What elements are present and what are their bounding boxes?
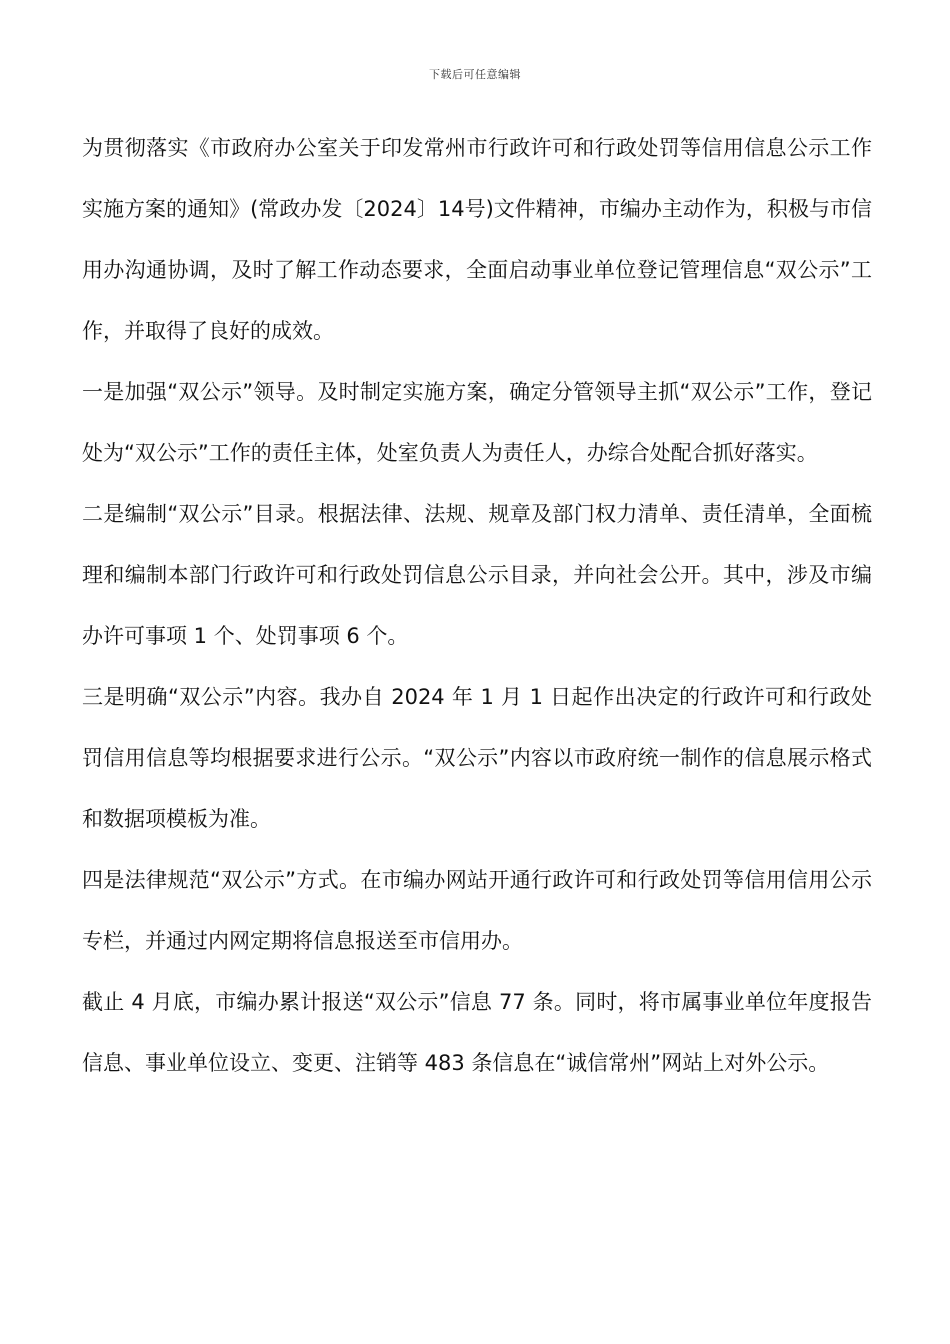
paragraph-content: 三是明确“双公示”内容。我办自 2024 年 1 月 1 日起作出决定的行政许可和行政处罚信用信息等均根据要求进行公示。“双公示”内容以市政府统一制作的信息展示格式和数据项模板为准。: [82, 685, 872, 831]
paragraph-summary: 截止 4 月底，市编办累计报送“双公示”信息 77 条。同时，将市属事业单位年度报告信息、事业单位设立、变更、注销等 483 条信息在“诚信常州”网站上对外公示。: [82, 990, 872, 1075]
document-body: [82, 118, 872, 1094]
paragraph-leadership: 一是加强“双公示”领导。及时制定实施方案，确定分管领导主抓“双公示”工作，登记处为“双公示”工作的责任主体，处室负责人为责任人，办综合处配合抓好落实。: [82, 380, 872, 465]
header-note: 下载后可任意编辑: [429, 68, 521, 81]
paragraph-method: 四是法律规范“双公示”方式。在市编办网站开通行政许可和行政处罚等信用信用公示专栏，并通过内网定期将信息报送至市信用办。: [82, 868, 872, 953]
paragraph-catalog: 二是编制“双公示”目录。根据法律、法规、规章及部门权力清单、责任清单，全面梳理和编制本部门行政许可和行政处罚信息公示目录，并向社会公开。其中，涉及市编办许可事项 1 个、处罚事项 6 个。: [82, 502, 872, 648]
paragraph-intro: 为贯彻落实《市政府办公室关于印发常州市行政许可和行政处罚等信用信息公示工作实施方案的通知》(常政办发〔2024〕14号)文件精神，市编办主动作为，积极与市信用办沟通协调，及时了解工作动态要求，全面启动事业单位登记管理信息“双公示”工作，并取得了良好的成效。: [82, 136, 872, 343]
